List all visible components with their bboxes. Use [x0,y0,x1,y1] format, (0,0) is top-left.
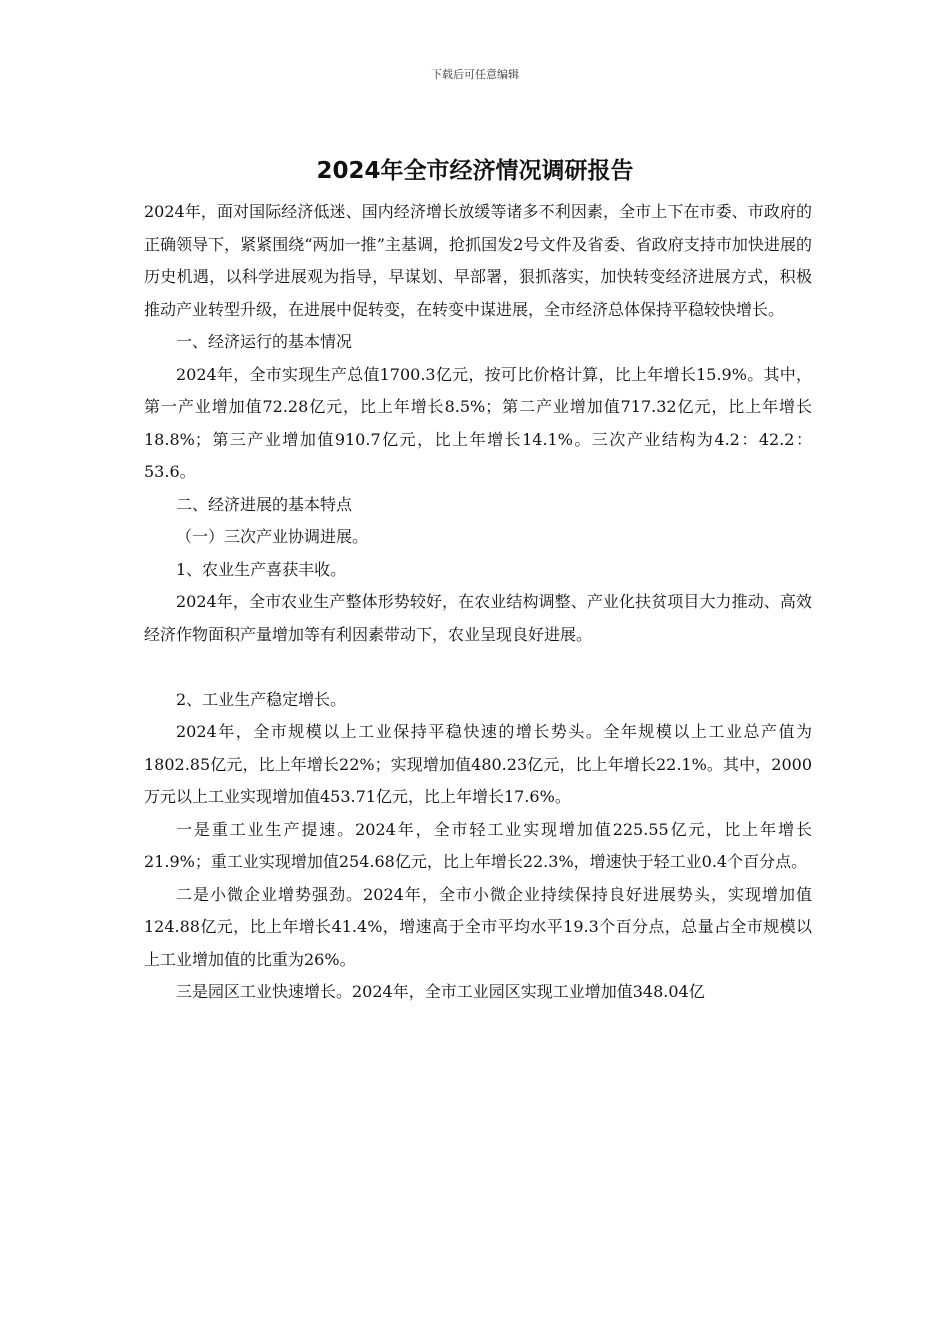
item-heading: 2、工业生产稳定增长。 [176,689,347,709]
body-paragraph: 2024年，全市实现生产总值1700.3亿元，按可比价格计算，比上年增长15.9%。其中，第一产业增加值72.28亿元，比上年增长8.5%；第二产业增加值717.32亿元，比上年增长18.8%；第三产业增加值910.7亿元，比上年增长14.1%。三次产业结构为4.2：42.2：53.6。 [144,364,812,481]
document-body [144,196,812,1009]
body-paragraph: 二是小微企业增势强劲。2024年，全市小微企业持续保持良好进展势头，实现增加值124.88亿元，比上年增长41.4%，增速高于全市平均水平19.3个百分点，总量占全市规模以上工业增加值的比重为26%。 [144,884,812,969]
intro-paragraph: 2024年，面对国际经济低迷、国内经济增长放缓等诸多不利因素，全市上下在市委、市政府的正确领导下，紧紧围绕“两加一推”主基调，抢抓国发2号文件及省委、省政府支持市加快进展的历史机遇，以科学进展观为指导，早谋划、早部署，狠抓落实，加快转变经济进展方式，积极推动产业转型升级，在进展中促转变，在转变中谋进展，全市经济总体保持平稳较快增长。 [144,202,812,319]
section-heading: 一、经济运行的基本情况 [176,332,353,351]
subsection-heading: （一）三次产业协调进展。 [176,527,369,546]
body-paragraph: 一是重工业生产提速。2024年，全市轻工业实现增加值225.55亿元，比上年增长21.9%；重工业实现增加值254.68亿元，比上年增长22.3%，增速快于轻工业0.4个百分点。 [144,819,812,871]
section-heading: 二、经济进展的基本特点 [176,494,353,514]
body-paragraph: 2024年，全市规模以上工业保持平稳快速的增长势头。全年规模以上工业总产值为1802.85亿元，比上年增长22%；实现增加值480.23亿元，比上年增长22.1%。其中，2000万元以上工业实现增加值453.71亿元，比上年增长17.6%。 [144,722,812,806]
body-paragraph: 2024年，全市农业生产整体形势较好，在农业结构调整、产业化扶贫项目大力推动、高效经济作物面积产量增加等有利因素带动下，农业呈现良好进展。 [144,592,812,644]
body-paragraph: 三是园区工业快速增长。2024年，全市工业园区实现工业增加值348.04亿 [176,982,705,1001]
blank-line [144,651,812,684]
item-heading: 1、农业生产喜获丰收。 [176,559,347,579]
document-title: 2024年全市经济情况调研报告 [316,158,634,184]
header-note: 下载后可任意编辑 [431,68,519,81]
